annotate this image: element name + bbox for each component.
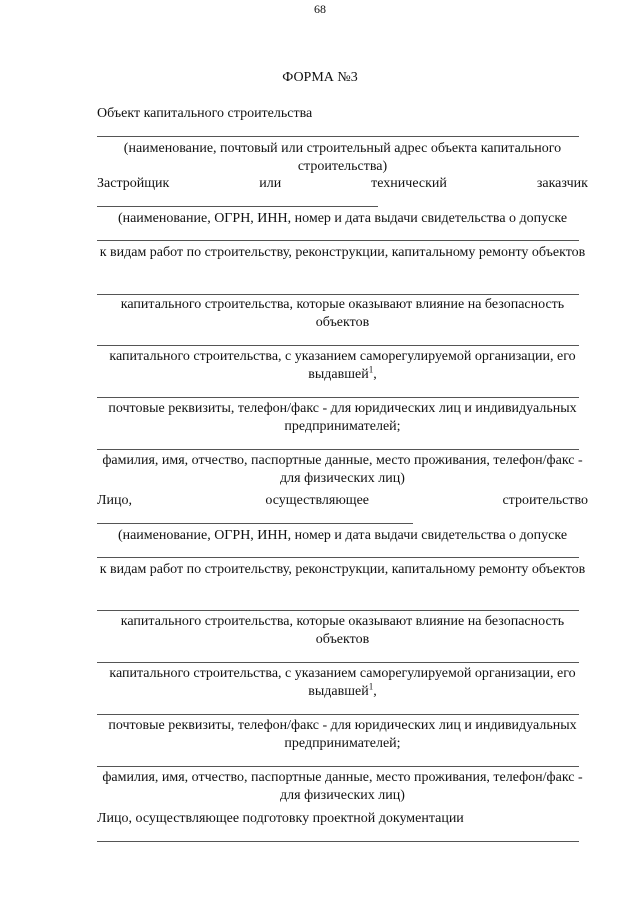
developer-caption-sro-comma: , bbox=[373, 366, 377, 382]
developer-caption-ogrn: (наименование, ОГРН, ИНН, номер и дата выдачи свидетельства о допуске bbox=[117, 211, 568, 226]
design-label: Лицо, осуществляющее подготовку проектной документации bbox=[97, 811, 464, 826]
page-number: 68 bbox=[314, 2, 326, 16]
builder-field-line bbox=[97, 766, 579, 767]
developer-field-line bbox=[97, 294, 579, 295]
developer-caption-safety: капитального строительства, которые оказывают влияние на безопасность объектов bbox=[120, 297, 565, 330]
developer-label bbox=[97, 175, 588, 193]
object-label: Объект капитального строительства bbox=[97, 106, 313, 121]
form-title: ФОРМА №3 bbox=[282, 70, 358, 85]
builder-field-line bbox=[97, 714, 579, 715]
developer-field-line bbox=[97, 206, 378, 207]
developer-caption-sro bbox=[97, 348, 588, 383]
developer-word: Застройщик bbox=[97, 176, 170, 191]
developer-word: заказчик bbox=[536, 176, 588, 191]
object-field-line bbox=[97, 136, 579, 137]
builder-caption-ogrn: (наименование, ОГРН, ИНН, номер и дата выдачи свидетельства о допуске bbox=[117, 528, 568, 543]
developer-word: или bbox=[259, 176, 282, 191]
developer-caption-sro-text: капитального строительства, с указанием саморегулируемой организации, его выдавшей bbox=[109, 349, 576, 382]
builder-field-line bbox=[97, 557, 579, 558]
developer-field-line bbox=[97, 397, 579, 398]
footnote-marker: 1 bbox=[368, 680, 374, 691]
footnote-marker: 1 bbox=[368, 363, 374, 374]
builder-field-line bbox=[97, 610, 579, 611]
developer-field-line bbox=[97, 345, 579, 346]
builder-caption-sro bbox=[97, 665, 588, 700]
builder-word: строительство bbox=[502, 493, 588, 508]
builder-field-line bbox=[97, 523, 413, 524]
builder-caption-safety: капитального строительства, которые оказывают влияние на безопасность объектов bbox=[120, 614, 565, 647]
developer-field-line bbox=[97, 449, 579, 450]
developer-field-line bbox=[97, 240, 579, 241]
builder-word: Лицо, bbox=[97, 493, 132, 508]
developer-caption-works: к видам работ по строительству, реконструкции, капитальному ремонту объектов bbox=[99, 245, 586, 260]
developer-caption-legal: почтовые реквизиты, телефон/факс - для юридических лиц и индивидуальных предпринимателей; bbox=[108, 401, 577, 434]
developer-caption-physical: фамилия, имя, отчество, паспортные данные, место проживания, телефон/факс - для физических лиц) bbox=[102, 453, 583, 486]
developer-word: технический bbox=[371, 176, 447, 191]
builder-word: осуществляющее bbox=[265, 493, 369, 508]
builder-caption-sro-comma: , bbox=[373, 683, 377, 699]
object-caption: (наименование, почтовый или строительный адрес объекта капитального строительства) bbox=[123, 141, 562, 174]
builder-caption-works: к видам работ по строительству, реконструкции, капитальному ремонту объектов bbox=[99, 562, 586, 577]
builder-caption-sro-text: капитального строительства, с указанием саморегулируемой организации, его выдавшей bbox=[109, 666, 576, 699]
builder-field-line bbox=[97, 662, 579, 663]
builder-caption-legal: почтовые реквизиты, телефон/факс - для юридических лиц и индивидуальных предпринимателей; bbox=[108, 718, 577, 751]
builder-caption-physical: фамилия, имя, отчество, паспортные данные, место проживания, телефон/факс - для физических лиц) bbox=[102, 770, 583, 803]
builder-label bbox=[97, 492, 588, 510]
design-field-line bbox=[97, 841, 579, 842]
